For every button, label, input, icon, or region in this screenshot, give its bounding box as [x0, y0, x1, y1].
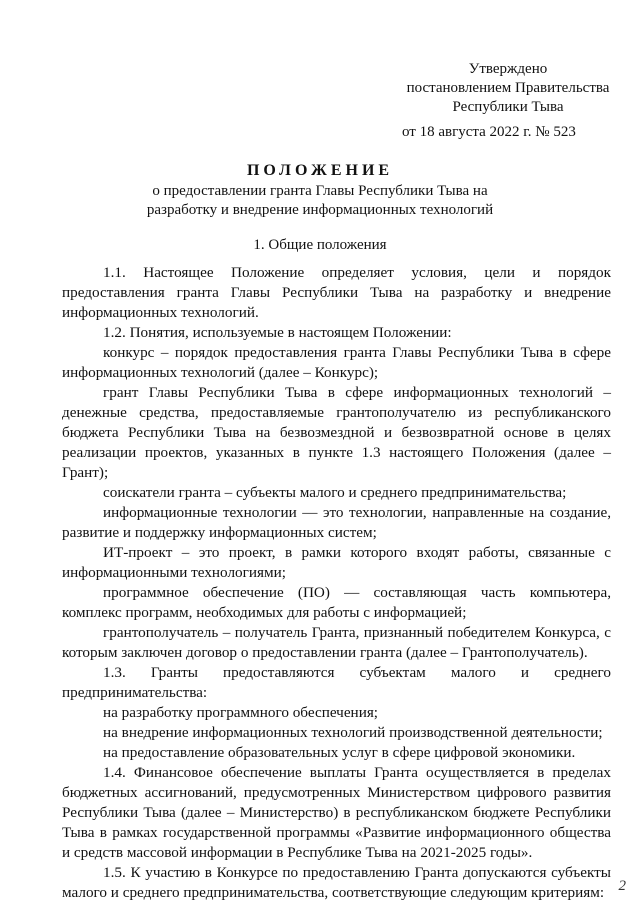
- subtitle-line-1: о предоставлении гранта Главы Республики Тыва на: [152, 183, 488, 199]
- paragraph: программное обеспечение (ПО) — составляющая часть компьютера, комплекс программ, необходимых для работы с информацией;: [62, 584, 611, 621]
- paragraph: 1.2. Понятия, используемые в настоящем Положении:: [103, 324, 452, 341]
- approval-line-2: постановлением Правительства: [406, 80, 610, 96]
- paragraph: 1.4. Финансовое обеспечение выплаты Гранта осуществляется в пределах бюджетных ассигнований, предусмотренных Министерством цифрового развития Республики Тыва (далее – Министерство) в республиканском бюджете Республики Тыва в рамках государственной программы «Развитие информационного общества и средств массовой информации в Республике Тыва на 2021-2025 годы».: [62, 764, 611, 861]
- paragraph: информационные технологии — это технологии, направленные на создание, развитие и поддержку информационных систем;: [62, 504, 611, 541]
- paragraph: 1.1. Настоящее Положение определяет условия, цели и порядок предоставления гранта Главы Республики Тыва на разработку и внедрение информационных технологий.: [62, 264, 611, 321]
- approval-line-1: Утверждено: [468, 61, 548, 77]
- subtitle-line-2: разработку и внедрение информационных технологий: [146, 202, 494, 218]
- approval-line-3: Республики Тыва: [452, 99, 564, 115]
- paragraph: ИТ-проект – это проект, в рамки которого входят работы, связанные с информационными технологиями;: [62, 544, 611, 581]
- paragraph: на разработку программного обеспечения;: [103, 704, 379, 721]
- paragraph: на предоставление образовательных услуг в сфере цифровой экономики.: [103, 744, 576, 761]
- paragraph: конкурс – порядок предоставления гранта Главы Республики Тыва в сфере информационных технологий (далее – Конкурс);: [62, 344, 611, 381]
- page-number: 2: [618, 878, 626, 894]
- approval-block: [398, 60, 618, 117]
- paragraph: грантополучатель – получатель Гранта, признанный победителем Конкурса, с которым заключен договор о предоставлении гранта (далее – Грантополучатель).: [62, 624, 611, 661]
- paragraph: соискатели гранта – субъекты малого и среднего предпринимательства;: [103, 484, 567, 501]
- document-subtitle: [0, 182, 640, 220]
- paragraph: 1.3. Гранты предоставляются субъектам малого и среднего предпринимательства:: [62, 664, 611, 701]
- paragraph: грант Главы Республики Тыва в сфере информационных технологий – денежные средства, предоставляемые грантополучателю из республиканского бюджета Республики Тыва на безвозмездной и безвозвратной основе в целях реализации проектов, указанных в пункте 1.3 настоящего Положения (далее – Грант);: [62, 384, 611, 481]
- paragraph: 1.5. К участию в Конкурсе по предоставлению Гранта допускаются субъекты малого и среднего предпринимательства, соответствующие следующим критериям:: [62, 864, 611, 901]
- document-title: ПОЛОЖЕНИЕ: [246, 162, 394, 179]
- document-body: [62, 263, 611, 903]
- paragraph: на внедрение информационных технологий производственной деятельности;: [103, 724, 603, 741]
- section-heading: 1. Общие положения: [253, 237, 387, 253]
- approval-date: от 18 августа 2022 г. № 523: [402, 124, 576, 140]
